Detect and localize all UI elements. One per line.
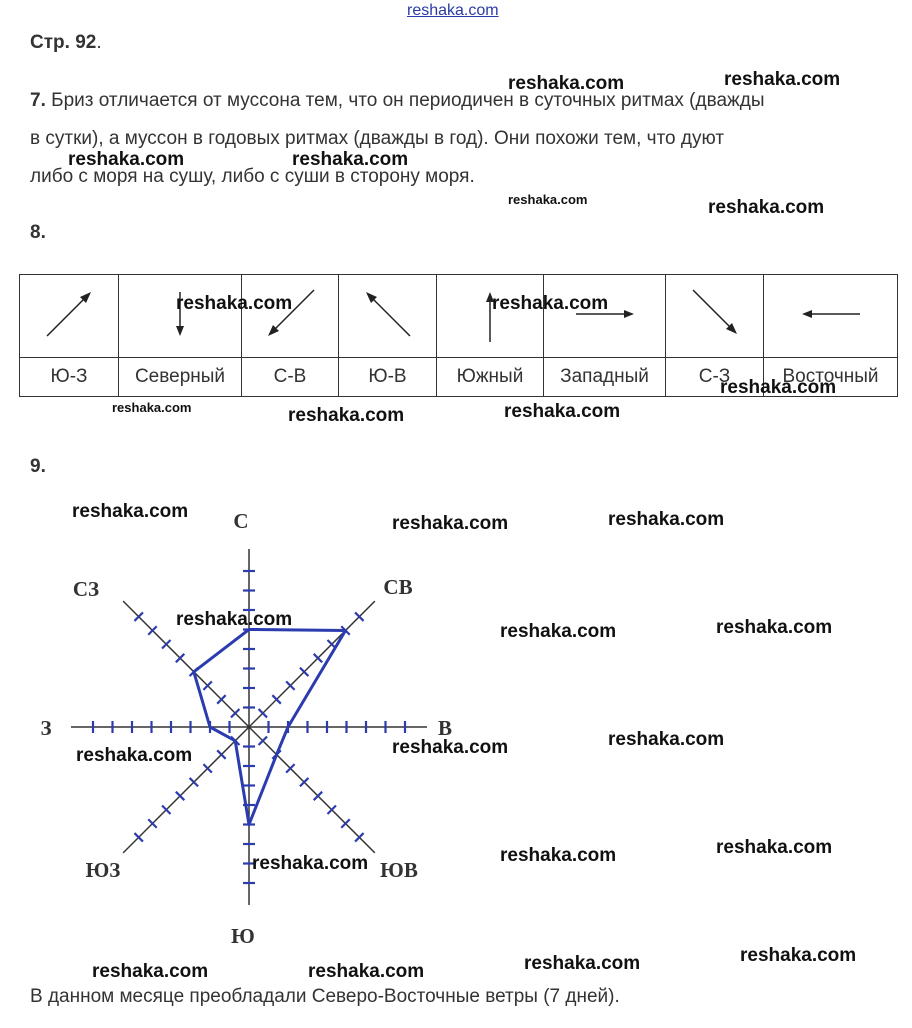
watermark: reshaka.com: [608, 509, 725, 530]
watermark: reshaka.com: [524, 953, 641, 974]
wind-arrow-row: [20, 275, 898, 358]
watermark: reshaka.com: [720, 377, 837, 398]
wind-arrow-cell: [437, 275, 544, 358]
task7-line1: [30, 90, 765, 112]
task9-number: 9.: [30, 456, 46, 477]
wind-arrow-cell: [339, 275, 437, 358]
wind-label: С-В: [242, 358, 339, 397]
watermark: reshaka.com: [608, 729, 725, 750]
task7-number: 7.: [30, 90, 46, 111]
watermark: reshaka.com: [176, 293, 293, 314]
rose-label-ne: СВ: [383, 575, 413, 599]
watermark: reshaka.com: [308, 961, 425, 982]
page-label: [30, 32, 102, 54]
watermark: reshaka.com: [716, 837, 833, 858]
wind-arrow-cell: [20, 275, 119, 358]
watermark: reshaka.com: [392, 513, 509, 534]
wind-arrow-cell: [242, 275, 339, 358]
wind-label: Западный: [544, 358, 666, 397]
wind-arrow-cell: [544, 275, 666, 358]
wind-label: Ю-З: [20, 358, 119, 397]
wind-label: Южный: [437, 358, 544, 397]
watermark: reshaka.com: [504, 401, 621, 422]
arrow-left-icon: [796, 294, 866, 334]
arrow-up-left-icon: [358, 284, 418, 344]
watermark: reshaka.com: [500, 621, 617, 642]
wind-rose-chart: [30, 505, 450, 950]
rose-label-nw: СЗ: [72, 577, 100, 601]
task7-line1-text: Бриз отличается от муссона тем, что он периодичен в суточных ритмах (дважды: [51, 90, 765, 111]
watermark: reshaka.com: [740, 945, 857, 966]
watermark: reshaka.com: [72, 501, 189, 522]
task9-conclusion: В данном месяце преобладали Северо-Восточные ветры (7 дней).: [30, 986, 620, 1007]
page-label-text: Стр. 92: [30, 32, 97, 53]
rose-label-sw: ЮЗ: [85, 858, 121, 882]
wind-label: С-З: [666, 358, 764, 397]
watermark: reshaka.com: [492, 293, 609, 314]
rose-label-w: З: [40, 716, 52, 740]
arrow-up-right-icon: [39, 284, 99, 344]
watermark: reshaka.com: [288, 405, 405, 426]
site-watermark-link[interactable]: reshaka.com: [407, 2, 499, 19]
watermark: reshaka.com: [708, 197, 825, 218]
watermark-small: reshaka.com: [112, 400, 192, 415]
task8-number: 8.: [30, 222, 46, 243]
watermark: reshaka.com: [392, 737, 509, 758]
watermark: reshaka.com: [176, 609, 293, 630]
watermark: reshaka.com: [500, 845, 617, 866]
watermark-small: reshaka.com: [508, 192, 588, 207]
watermark: reshaka.com: [68, 149, 185, 170]
wind-label: Ю-В: [339, 358, 437, 397]
page-label-dot: .: [96, 32, 102, 53]
task7-line3: либо с моря на сушу, либо с суши в сторону моря.: [30, 166, 475, 187]
rose-label-n: С: [233, 509, 249, 533]
arrow-down-right-icon: [685, 284, 745, 344]
wind-label: Северный: [119, 358, 242, 397]
wind-arrow-cell: [119, 275, 242, 358]
watermark: reshaka.com: [76, 745, 193, 766]
rose-label-e: В: [437, 716, 452, 740]
task7-line2: в сутки), а муссон в годовых ритмах (дважды в год). Они похожи тем, что дуют: [30, 128, 725, 149]
wind-arrow-cell: [666, 275, 764, 358]
watermark: reshaka.com: [724, 69, 841, 90]
wind-label: Восточный: [764, 358, 898, 397]
wind-arrow-cell: [764, 275, 898, 358]
rose-label-se: ЮВ: [380, 858, 418, 882]
rose-axis-3: [249, 727, 375, 853]
watermark: reshaka.com: [292, 149, 409, 170]
rose-axes: [71, 549, 427, 905]
watermark: reshaka.com: [252, 853, 369, 874]
watermark: reshaka.com: [508, 73, 625, 94]
watermark: reshaka.com: [716, 617, 833, 638]
watermark: reshaka.com: [92, 961, 209, 982]
rose-label-s: Ю: [231, 924, 255, 948]
